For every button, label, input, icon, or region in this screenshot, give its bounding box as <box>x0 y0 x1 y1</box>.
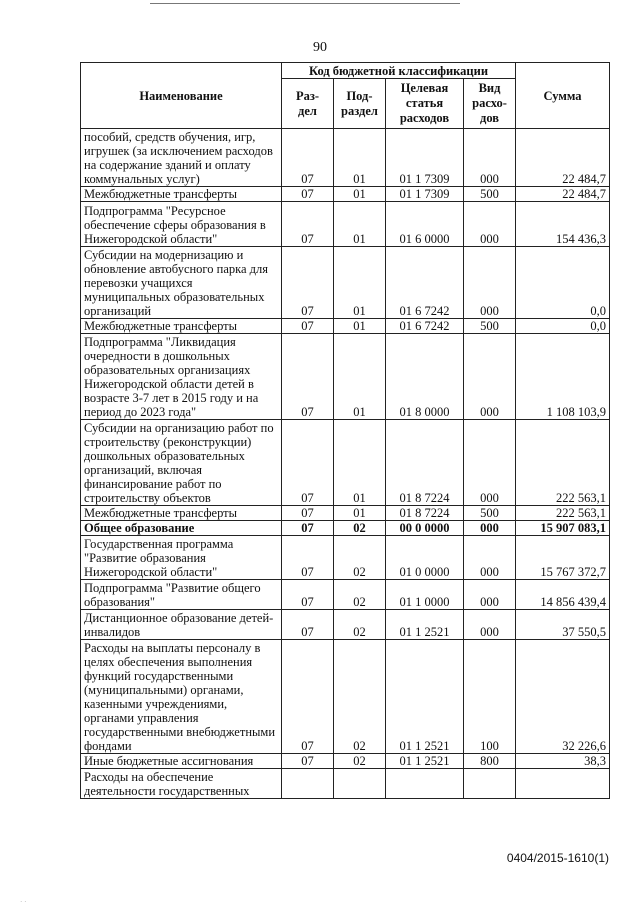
table-row <box>81 521 610 536</box>
row-target: 01 6 7242 <box>386 319 464 334</box>
row-kind: 000 <box>464 580 516 610</box>
header-section: Раз- дел <box>282 79 334 129</box>
row-kind: 000 <box>464 610 516 640</box>
row-kind: 000 <box>464 521 516 536</box>
header-sum: Сумма <box>516 63 610 129</box>
row-kind: 000 <box>464 202 516 247</box>
row-name: Подпрограмма "Ликвидация очередности в дошкольных образовательных организациях Нижегородской области детей в возрасте 3-7 лет в 2015 году и на период до 2023 года" <box>81 334 282 420</box>
row-kind: 800 <box>464 754 516 769</box>
row-subsection: 01 <box>334 319 386 334</box>
row-name: Подпрограмма "Развитие общего образования" <box>81 580 282 610</box>
row-target: 01 1 7309 <box>386 187 464 202</box>
table-row <box>81 640 610 754</box>
table-row <box>81 187 610 202</box>
row-subsection: 02 <box>334 536 386 580</box>
row-sum: 37 550,5 <box>516 610 610 640</box>
row-kind: 000 <box>464 334 516 420</box>
row-subsection: 01 <box>334 187 386 202</box>
row-section: 07 <box>282 536 334 580</box>
budget-classification-table <box>80 62 610 799</box>
row-kind: 000 <box>464 536 516 580</box>
table-row <box>81 754 610 769</box>
header-target: Целевая статья расходов <box>386 79 464 129</box>
row-target: 01 6 7242 <box>386 247 464 319</box>
row-sum: 38,3 <box>516 754 610 769</box>
row-name: Расходы на обеспечение деятельности государственных <box>81 769 282 799</box>
row-target: 01 1 0000 <box>386 580 464 610</box>
row-sum: 222 563,1 <box>516 506 610 521</box>
row-kind: 100 <box>464 640 516 754</box>
row-section: 07 <box>282 247 334 319</box>
scan-mark: · · <box>20 898 27 906</box>
row-subsection <box>334 769 386 799</box>
row-name: Государственная программа "Развитие образования Нижегородской области" <box>81 536 282 580</box>
row-sum: 15 767 372,7 <box>516 536 610 580</box>
row-section: 07 <box>282 754 334 769</box>
row-sum: 0,0 <box>516 247 610 319</box>
row-name: Общее образование <box>81 521 282 536</box>
table-body <box>81 129 610 799</box>
row-section <box>282 769 334 799</box>
row-name: Субсидии на организацию работ по строительству (реконструкции) дошкольных образовательных организаций, включая финансирование работ по строительству объектов <box>81 420 282 506</box>
row-target: 01 0 0000 <box>386 536 464 580</box>
row-target: 01 8 0000 <box>386 334 464 420</box>
table-row <box>81 536 610 580</box>
header-kind: Вид расхо- дов <box>464 79 516 129</box>
row-subsection: 02 <box>334 754 386 769</box>
row-section: 07 <box>282 506 334 521</box>
table-row <box>81 319 610 334</box>
row-subsection: 01 <box>334 420 386 506</box>
row-kind <box>464 769 516 799</box>
row-kind: 500 <box>464 187 516 202</box>
table-row <box>81 610 610 640</box>
row-subsection: 02 <box>334 521 386 536</box>
row-name: пособий, средств обучения, игр, игрушек (за исключением расходов на содержание зданий и оплату коммунальных услуг) <box>81 129 282 187</box>
row-kind: 000 <box>464 129 516 187</box>
row-kind: 500 <box>464 319 516 334</box>
row-sum: 1 108 103,9 <box>516 334 610 420</box>
row-subsection: 01 <box>334 129 386 187</box>
row-section: 07 <box>282 420 334 506</box>
row-target: 00 0 0000 <box>386 521 464 536</box>
row-target: 01 8 7224 <box>386 420 464 506</box>
row-subsection: 02 <box>334 640 386 754</box>
row-section: 07 <box>282 610 334 640</box>
row-section: 07 <box>282 319 334 334</box>
top-rule <box>150 3 460 4</box>
row-sum: 222 563,1 <box>516 420 610 506</box>
table-row <box>81 769 610 799</box>
row-section: 07 <box>282 640 334 754</box>
row-sum: 0,0 <box>516 319 610 334</box>
row-target: 01 1 2521 <box>386 610 464 640</box>
header-name: Наименование <box>81 63 282 129</box>
row-target: 01 6 0000 <box>386 202 464 247</box>
row-sum: 22 484,7 <box>516 187 610 202</box>
table-row <box>81 334 610 420</box>
table-row <box>81 129 610 187</box>
row-target <box>386 769 464 799</box>
header-subsection: Под- раздел <box>334 79 386 129</box>
row-subsection: 02 <box>334 580 386 610</box>
page-number: 90 <box>313 40 327 55</box>
row-target: 01 1 7309 <box>386 129 464 187</box>
document-code: 0404/2015-1610(1) <box>506 851 609 865</box>
row-name: Расходы на выплаты персоналу в целях обеспечения выполнения функций государственными (муниципальными) органами, казенными учреждениями, органами управления государственными внебюджетными фондами <box>81 640 282 754</box>
row-sum: 15 907 083,1 <box>516 521 610 536</box>
row-target: 01 1 2521 <box>386 640 464 754</box>
row-sum <box>516 769 610 799</box>
row-name: Субсидии на модернизацию и обновление автобусного парка для перевозки учащихся муниципальных образовательных организаций <box>81 247 282 319</box>
row-subsection: 01 <box>334 247 386 319</box>
row-name: Межбюджетные трансферты <box>81 319 282 334</box>
row-kind: 000 <box>464 247 516 319</box>
row-name: Межбюджетные трансферты <box>81 506 282 521</box>
row-sum: 154 436,3 <box>516 202 610 247</box>
header-code-group: Код бюджетной классификации <box>282 63 516 79</box>
row-section: 07 <box>282 187 334 202</box>
row-target: 01 8 7224 <box>386 506 464 521</box>
row-section: 07 <box>282 129 334 187</box>
row-kind: 500 <box>464 506 516 521</box>
row-name: Иные бюджетные ассигнования <box>81 754 282 769</box>
table-row <box>81 506 610 521</box>
row-name: Межбюджетные трансферты <box>81 187 282 202</box>
row-subsection: 01 <box>334 506 386 521</box>
row-name: Дистанционное образование детей-инвалидов <box>81 610 282 640</box>
row-sum: 14 856 439,4 <box>516 580 610 610</box>
row-subsection: 01 <box>334 334 386 420</box>
row-section: 07 <box>282 334 334 420</box>
row-sum: 22 484,7 <box>516 129 610 187</box>
row-section: 07 <box>282 202 334 247</box>
row-kind: 000 <box>464 420 516 506</box>
row-sum: 32 226,6 <box>516 640 610 754</box>
row-target: 01 1 2521 <box>386 754 464 769</box>
table-row <box>81 420 610 506</box>
table-row <box>81 202 610 247</box>
row-section: 07 <box>282 580 334 610</box>
row-section: 07 <box>282 521 334 536</box>
table-row <box>81 247 610 319</box>
row-subsection: 02 <box>334 610 386 640</box>
table-row <box>81 580 610 610</box>
row-name: Подпрограмма "Ресурсное обеспечение сферы образования в Нижегородской области" <box>81 202 282 247</box>
row-subsection: 01 <box>334 202 386 247</box>
